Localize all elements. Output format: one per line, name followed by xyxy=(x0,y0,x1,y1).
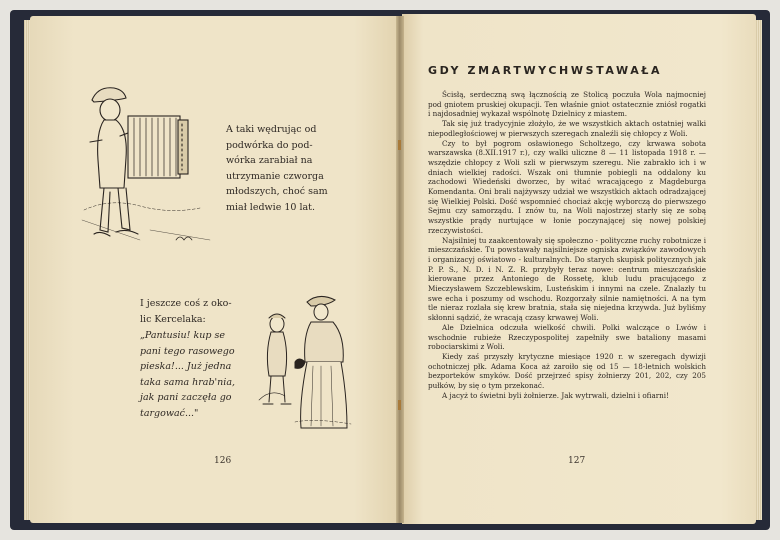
paragraph: Czy to był pogrom osławionego Scholtzego, czy krwawa sobota warszawska (8.XII.1917 r.), czy walki uliczne 8 — 11 listopada 1918 r. — wszędzie chłopcy z Woli szli w pierwszym szeregu. Nie zabrakło ich i w dniach wielkiej radości. Wszak oni tłumnie pobiegli na oddalony ku zachodowi Wiedeński dworzec, by witać wracającego z Magdeburga Komendanta. Oni brali najżywszy udział we wszystkich aktach odradzającej się Wielkiej Polski. Dość wspomnieć chociaż akcję wyborczą do pierwszego Sejmu czy samorządu. I znów tu, na Woli najostrzej starły się ze sobą wszystkie prądy nurtujące w łonie poczynającej się nowej polskiej rzeczywistości. xyxy=(428,138,706,235)
binding-stitch xyxy=(398,140,401,150)
caption-line: wórka zarabiał na xyxy=(226,155,313,166)
caption-line: miał ledwie 10 lat. xyxy=(226,201,316,213)
paragraph: Ale Dzielnica odczuła wielkość chwili. Polki walczące o Lwów i wschodnie rubieże Rzeczypospolitej zapełniły swe bataliony masami robociarskimi z Woli. xyxy=(428,322,706,352)
caption-line: A taki wędrując od xyxy=(226,124,317,135)
page-number-right: 127 xyxy=(568,456,586,466)
caption-line: podwórka do pod- xyxy=(226,139,313,151)
quote-line: „Pantusiu! kup se xyxy=(140,330,225,341)
caption-accordion-boy xyxy=(226,122,328,215)
binding-stitch xyxy=(398,400,401,410)
quote-line: taka sama hrab'nia, xyxy=(140,376,236,388)
chapter-body xyxy=(428,90,706,401)
page-number-left: 126 xyxy=(214,456,232,466)
boy-and-lady-illustration xyxy=(255,292,365,442)
paragraph: Tak się już tradycyjnie złożyło, że we wszystkich aktach ostatniej walki niepodległościowej w pierwszych szeregach znaleźli się chłopcy z Woli. xyxy=(428,119,706,138)
kercelak-quote xyxy=(140,328,235,421)
quote-line: pani tego rasowego xyxy=(140,345,235,357)
quote-line: jak pani zaczęła go xyxy=(140,392,232,403)
book-gutter xyxy=(396,16,404,523)
paragraph: Kiedy zaś przyszły krytyczne miesiące 1920 r. w szeregach dywizji ochotniczej płk. Adama Koca aż zaroiło się od 15 — 18-letnich wolskich bezporteków smyków. Dość przejrzeć spisy żołnierzy 201, 202, czy 205 pułków, by się o tym przekonać. xyxy=(428,351,706,391)
caption-line: utrzymanie czworga xyxy=(226,170,324,182)
caption-kercelak xyxy=(140,296,232,327)
chapter-title: GDY ZMARTWYCHWSTAWAŁA xyxy=(428,64,663,77)
quote-line: pieska!... Już jedna xyxy=(140,361,232,372)
caption-line: młodszych, choć sam xyxy=(226,186,328,197)
caption-line: I jeszcze coś z oko- xyxy=(140,298,232,309)
page-edges-right xyxy=(756,20,762,520)
paragraph: Ścisłą, serdeczną swą łącznością ze Stolicą poczuła Wola najmocniej pod gniotem pruskiej okupacji. Ten właśnie gniot ostatecznie zniósł rogatki i najdosadniej wykazał wspólnotę Dzielnicy z miastem. xyxy=(428,90,706,119)
boy-accordion-illustration xyxy=(80,80,220,255)
paragraph: Najsilniej tu zaakcentowały się społeczno - polityczne ruchy robotnicze i mieszczańskie. Tu powstawały najsilniejsze ogniska związków zawodowych i organizacyj oświatowo - kulturalnych. Do starych skupisk politycznych jak P. P. S., N. D. i N. Z. R. przybyły teraz nowe: centrum mieszczańskie kierowane przez Antoniego de Rossetę, klub ludu pracującego z Mieczysławem Szczeblewskim, Lusteńskim i innymi na czele. Znalazły tu swe echa i poszumy od wschodu. Rozgorzały silnie namiętności. A na tym tle nieraz rozlała się krew bratnia, stała się niejedna krzywda. Już byliśmy skłonni sądzić, że wracają czasy krwawej Woli. xyxy=(428,235,706,323)
paragraph: A jacyż to świetni byli żołnierze. Jak wytrwali, dzielni i ofiarni! xyxy=(442,390,669,400)
quote-line: targować..." xyxy=(140,407,199,419)
caption-line: lic Kercelaka: xyxy=(140,313,206,325)
